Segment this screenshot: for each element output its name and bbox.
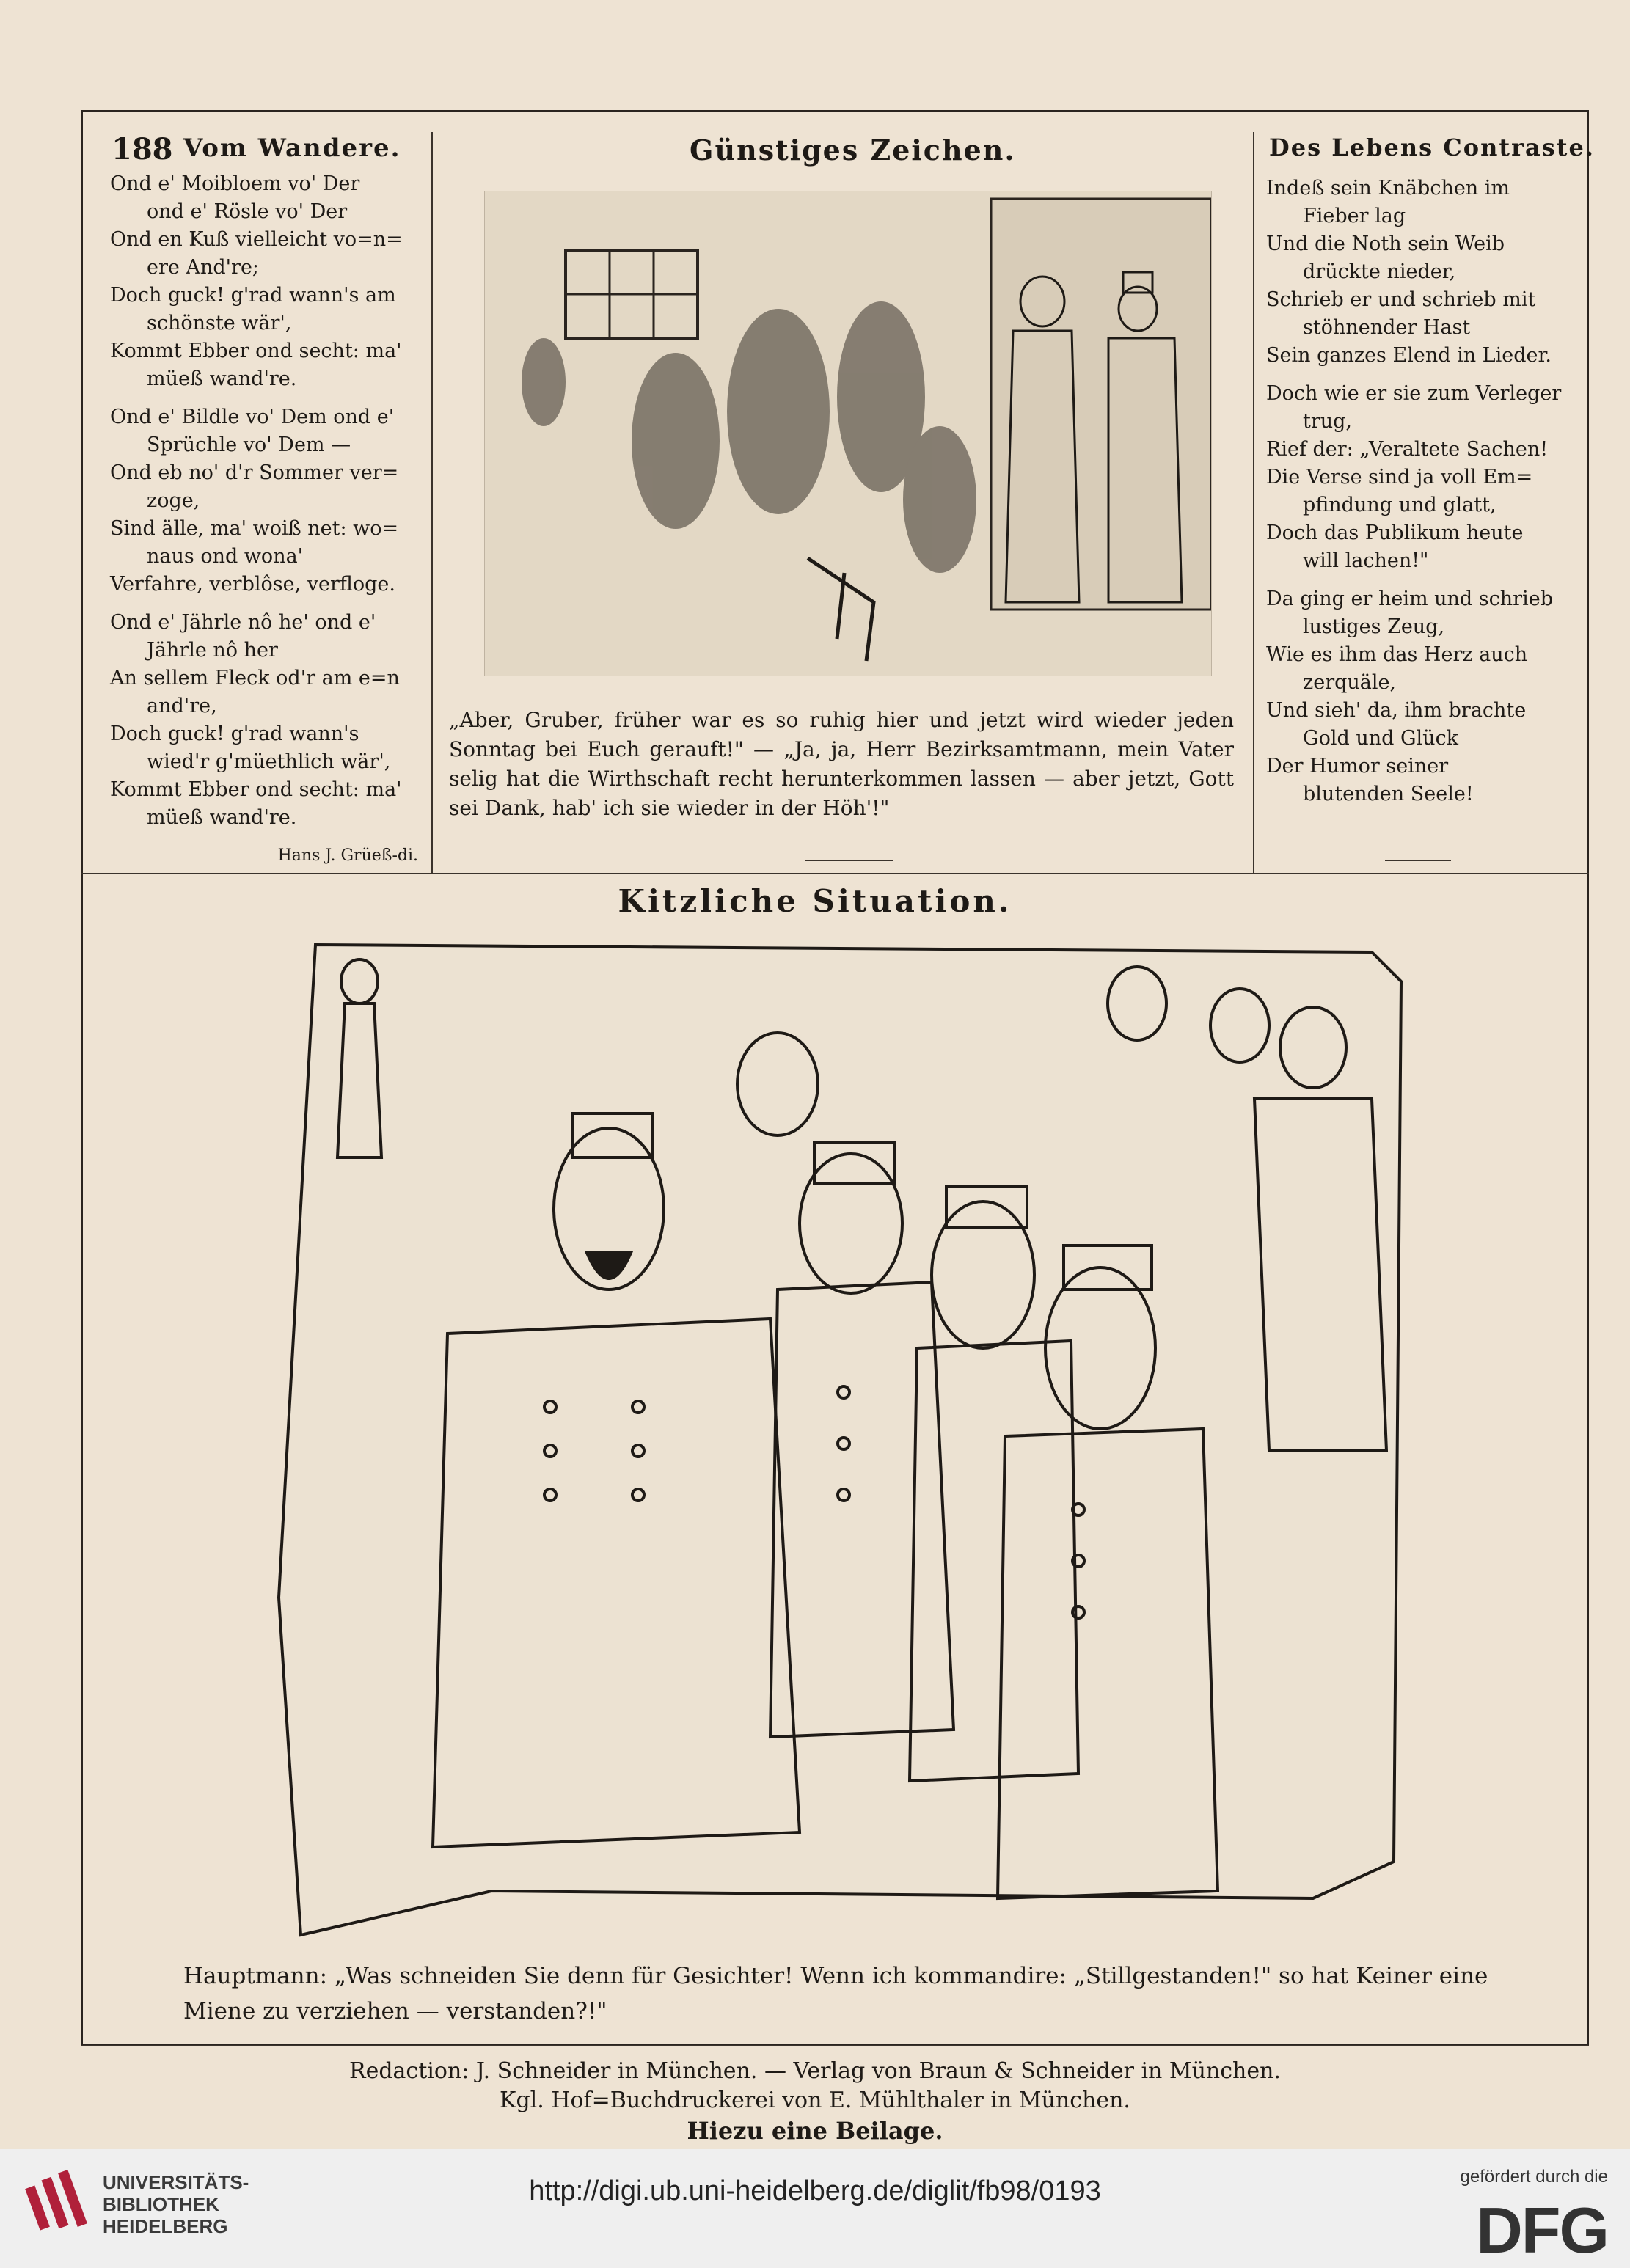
right-stanza-3 — [1266, 585, 1567, 808]
poem-line: Der Humor seiner — [1266, 755, 1449, 778]
poem-line: Indeß sein Knäbchen im — [1266, 177, 1510, 200]
poem-line: Wie es ihm das Herz auch — [1266, 643, 1528, 666]
footer-line-3: Hiezu eine Beilage. — [687, 2117, 943, 2145]
dfg-logo: DFG — [1476, 2194, 1608, 2267]
bottom-title: Kitzliche Situation. — [618, 883, 1012, 919]
poem-line: Und sieh' da, ihm brachte — [1266, 699, 1527, 722]
poem-line: Kommt Ebber ond secht: ma' — [110, 778, 402, 801]
bottom-caption: Hauptmann: „Was schneiden Sie denn für Gesichter! Wenn ich kommandire: „Stillgestanden!" so hat Keiner eine Miene zu verziehen — verstanden?!" — [183, 1963, 1488, 2024]
left-stanza-3 — [110, 609, 418, 832]
column-rule-right — [1253, 132, 1254, 873]
poem-line: Ond e' Jährle nô he' ond e' — [110, 611, 376, 634]
funded-by-text: gefördert durch die — [1460, 2167, 1608, 2187]
divider — [805, 860, 893, 861]
poem-line: Verfahre, verblôse, verfloge. — [110, 573, 395, 596]
poem-line: lustiges Zeug, — [1303, 615, 1445, 638]
left-stanza-1 — [110, 170, 418, 393]
poem-line: Sein ganzes Elend in Lieder. — [1266, 344, 1552, 367]
poem-line: Doch guck! g'rad wann's am — [110, 284, 396, 307]
poem-line: zoge, — [147, 489, 200, 512]
poem-line: Schrieb er und schrieb mit — [1266, 288, 1536, 311]
library-line: BIBLIOTHEK — [103, 2193, 219, 2215]
poem-line: Doch guck! g'rad wann's — [110, 723, 359, 745]
section-rule — [81, 873, 1589, 874]
poem-line: trug, — [1303, 410, 1353, 433]
poem-line: Und die Noth sein Weib — [1266, 233, 1505, 255]
left-poem — [110, 170, 418, 870]
left-poem-title: Vom Wandere. — [183, 133, 401, 163]
poem-line: Ond en Kuß vielleicht vo=n= — [110, 228, 403, 251]
poem-line: An sellem Fleck od'r am e=n — [110, 667, 400, 689]
poem-line: Kommt Ebber ond secht: ma' — [110, 340, 402, 362]
page-number: 188 — [112, 132, 173, 167]
poem-line: Sind älle, ma' woiß net: wo= — [110, 517, 399, 540]
poem-line: Jährle nô her — [147, 639, 278, 662]
poem-line: Ond e' Bildle vo' Dem ond e' — [110, 406, 395, 428]
right-poem — [1266, 175, 1567, 819]
tavern-brawl-illustration — [484, 191, 1212, 676]
poem-line: Doch wie er sie zum Verleger — [1266, 382, 1562, 405]
poem-line: ere And're; — [147, 256, 260, 279]
poem-line: Rief der: „Veraltete Sachen! — [1266, 438, 1549, 461]
poem-line: will lachen!" — [1303, 549, 1429, 572]
poem-line: Da ging er heim und schrieb — [1266, 588, 1553, 610]
poem-line: pfindung und glatt, — [1303, 494, 1496, 516]
poem-line: Gold und Glück — [1303, 727, 1459, 750]
poem-line: wied'r g'müethlich wär', — [147, 750, 391, 773]
right-stanza-1 — [1266, 175, 1567, 370]
poem-line: and're, — [147, 695, 217, 717]
soldiers-illustration — [271, 937, 1416, 1950]
poem-line: müeß wand're. — [147, 367, 297, 390]
footer-rule — [81, 2045, 1589, 2046]
middle-caption: „Aber, Gruber, früher war es so ruhig hier und jetzt wird wieder jeden Sonntag bei Euch gerauft!" — „Ja, ja, Herr Bezirksamtmann, mein Vater selig hat die Wirthschaft recht herunterkommen lassen — aber jetzt, Gott sei Dank, hab' ich sie wieder in der Höh'!" — [449, 708, 1234, 820]
source-url[interactable]: http://digi.ub.uni-heidelberg.de/diglit/fb98/0193 — [529, 2176, 1101, 2206]
poem-line: blutenden Seele! — [1303, 783, 1474, 805]
poem-line: Doch das Publikum heute — [1266, 522, 1524, 544]
poem-line: Die Verse sind ja voll Em= — [1266, 466, 1533, 489]
divider — [1385, 860, 1451, 861]
footer-line-1: Redaction: J. Schneider in München. — Verlag von Braun & Schneider in München. — [349, 2058, 1281, 2084]
poem-line: Sprüchle vo' Dem — — [147, 434, 351, 456]
poem-line: Ond eb no' d'r Sommer ver= — [110, 461, 399, 484]
poem-line: Ond e' Moibloem vo' Der — [110, 172, 360, 195]
column-rule-left — [431, 132, 433, 873]
footer-line-2: Kgl. Hof=Buchdruckerei von E. Mühlthaler in München. — [500, 2088, 1130, 2113]
poem-line: drückte nieder, — [1303, 260, 1456, 283]
left-poem-author: Hans J. Grüeß-di. — [277, 846, 418, 865]
library-line: UNIVERSITÄTS- — [103, 2171, 249, 2193]
poem-line: ond e' Rösle vo' Der — [147, 200, 348, 223]
right-stanza-2 — [1266, 380, 1567, 575]
left-stanza-2 — [110, 403, 418, 599]
library-line: HEIDELBERG — [103, 2215, 228, 2237]
right-poem-title: Des Lebens Contraste. — [1269, 133, 1596, 161]
middle-title: Günstiges Zeichen. — [690, 133, 1016, 167]
poem-line: Fieber lag — [1303, 205, 1406, 227]
poem-line: müeß wand're. — [147, 806, 297, 829]
poem-line: schönste wär', — [147, 312, 292, 334]
poem-line: zerquäle, — [1303, 671, 1397, 694]
poem-line: stöhnender Hast — [1303, 316, 1471, 339]
poem-line: naus ond wona' — [147, 545, 304, 568]
